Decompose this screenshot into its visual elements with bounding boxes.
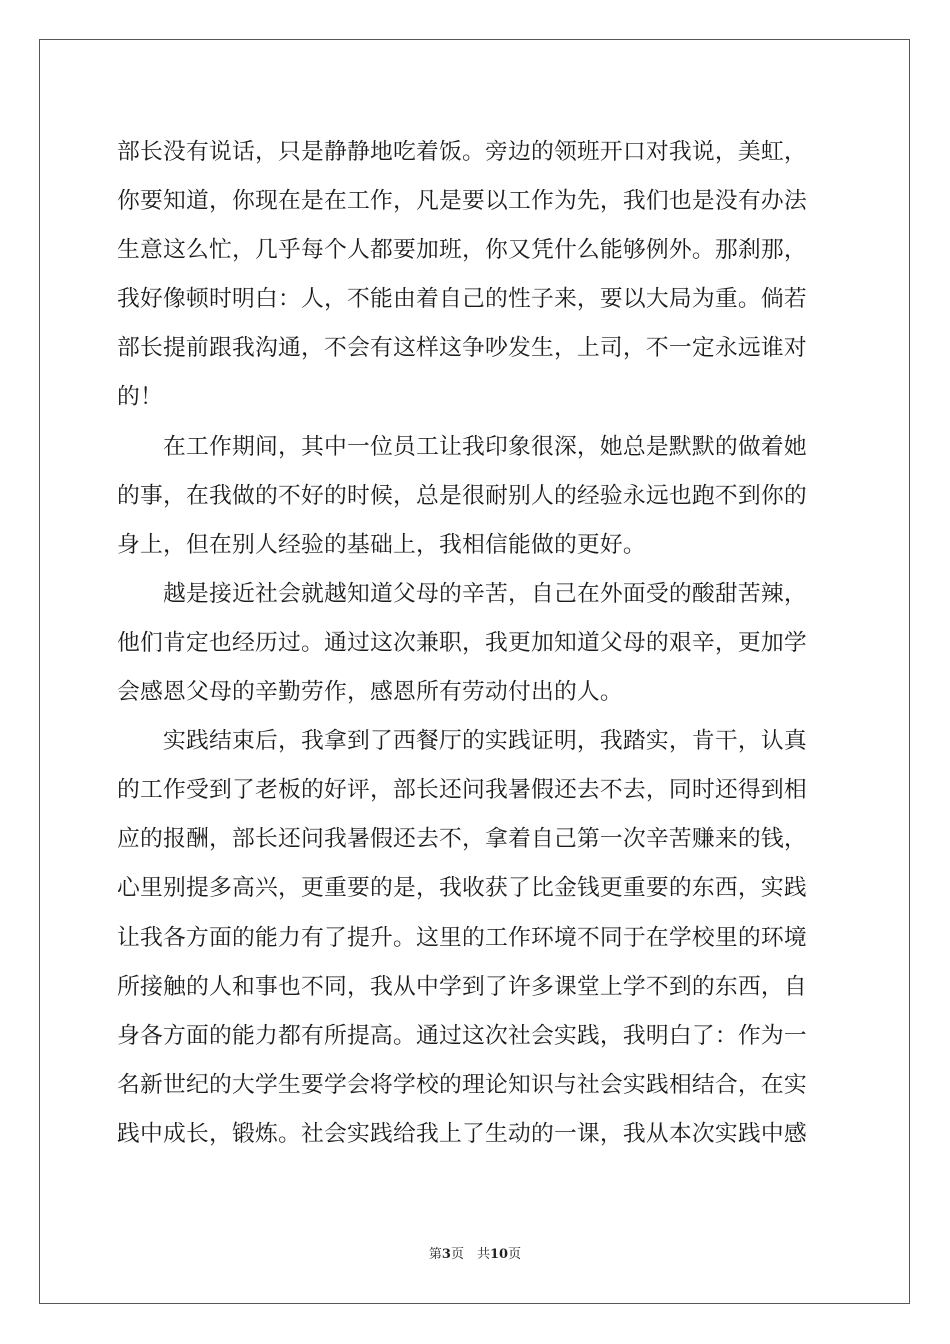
document-body [117, 128, 837, 1159]
text-line: 会感恩父母的辛勤劳作，感恩所有劳动付出的人。 [117, 679, 623, 706]
text-line: 名新世纪的大学生要学会将学校的理论知识与社会实践相结合，在实 [117, 1071, 807, 1098]
page-number-footer [0, 1243, 950, 1262]
text-line: 身各方面的能力都有所提高。通过这次社会实践，我明白了：作为一 [117, 1022, 807, 1049]
text-line: 的工作受到了老板的好评，部长还问我暑假还去不去，同时还得到相 [117, 777, 807, 804]
text-line: 你要知道，你现在是在工作，凡是要以工作为先，我们也是没有办法 [117, 188, 807, 215]
text-line: 所接触的人和事也不同，我从中学到了许多课堂上学不到的东西，自 [117, 973, 807, 1000]
text-line: 在工作期间，其中一位员工让我印象很深，她总是默默的做着她 [117, 433, 807, 460]
text-line: 应的报酬，部长还问我暑假还去不，拿着自己第一次辛苦赚来的钱， [117, 826, 807, 853]
current-page-number: 3 [441, 1247, 451, 1262]
footer-suffix: 页 [508, 1247, 522, 1262]
footer-prefix: 第 [428, 1247, 442, 1262]
text-line: 身上，但在别人经验的基础上，我相信能做的更好。 [117, 531, 646, 558]
text-line: 越是接近社会就越知道父母的辛苦，自己在外面受的酸甜苦辣， [117, 580, 807, 607]
text-line: 心里别提多高兴，更重要的是，我收获了比金钱更重要的东西，实践 [117, 875, 807, 902]
total-page-number: 10 [489, 1247, 509, 1262]
text-line: 的！ [117, 384, 163, 411]
text-line: 部长没有说话，只是静静地吃着饭。旁边的领班开口对我说，美虹， [117, 139, 807, 165]
text-line: 我好像顿时明白：人，不能由着自己的性子来，要以大局为重。倘若 [117, 286, 807, 313]
footer-mid: 页 共 [450, 1247, 490, 1262]
text-line: 生意这么忙，几乎每个人都要加班，你又凭什么能够例外。那刹那， [117, 237, 807, 264]
text-line: 践中成长，锻炼。社会实践给我上了生动的一课，我从本次实践中感 [117, 1120, 807, 1147]
text-line: 的事，在我做的不好的时候，总是很耐别人的经验永远也跑不到你的 [117, 482, 807, 509]
text-line: 部长提前跟我沟通，不会有这样这争吵发生，上司，不一定永远谁对 [117, 335, 807, 362]
text-line: 让我各方面的能力有了提升。这里的工作环境不同于在学校里的环境 [117, 924, 807, 951]
text-line: 他们肯定也经历过。通过这次兼职，我更加知道父母的艰辛，更加学 [117, 629, 807, 656]
text-line: 实践结束后，我拿到了西餐厅的实践证明，我踏实，肯干，认真 [117, 728, 807, 755]
